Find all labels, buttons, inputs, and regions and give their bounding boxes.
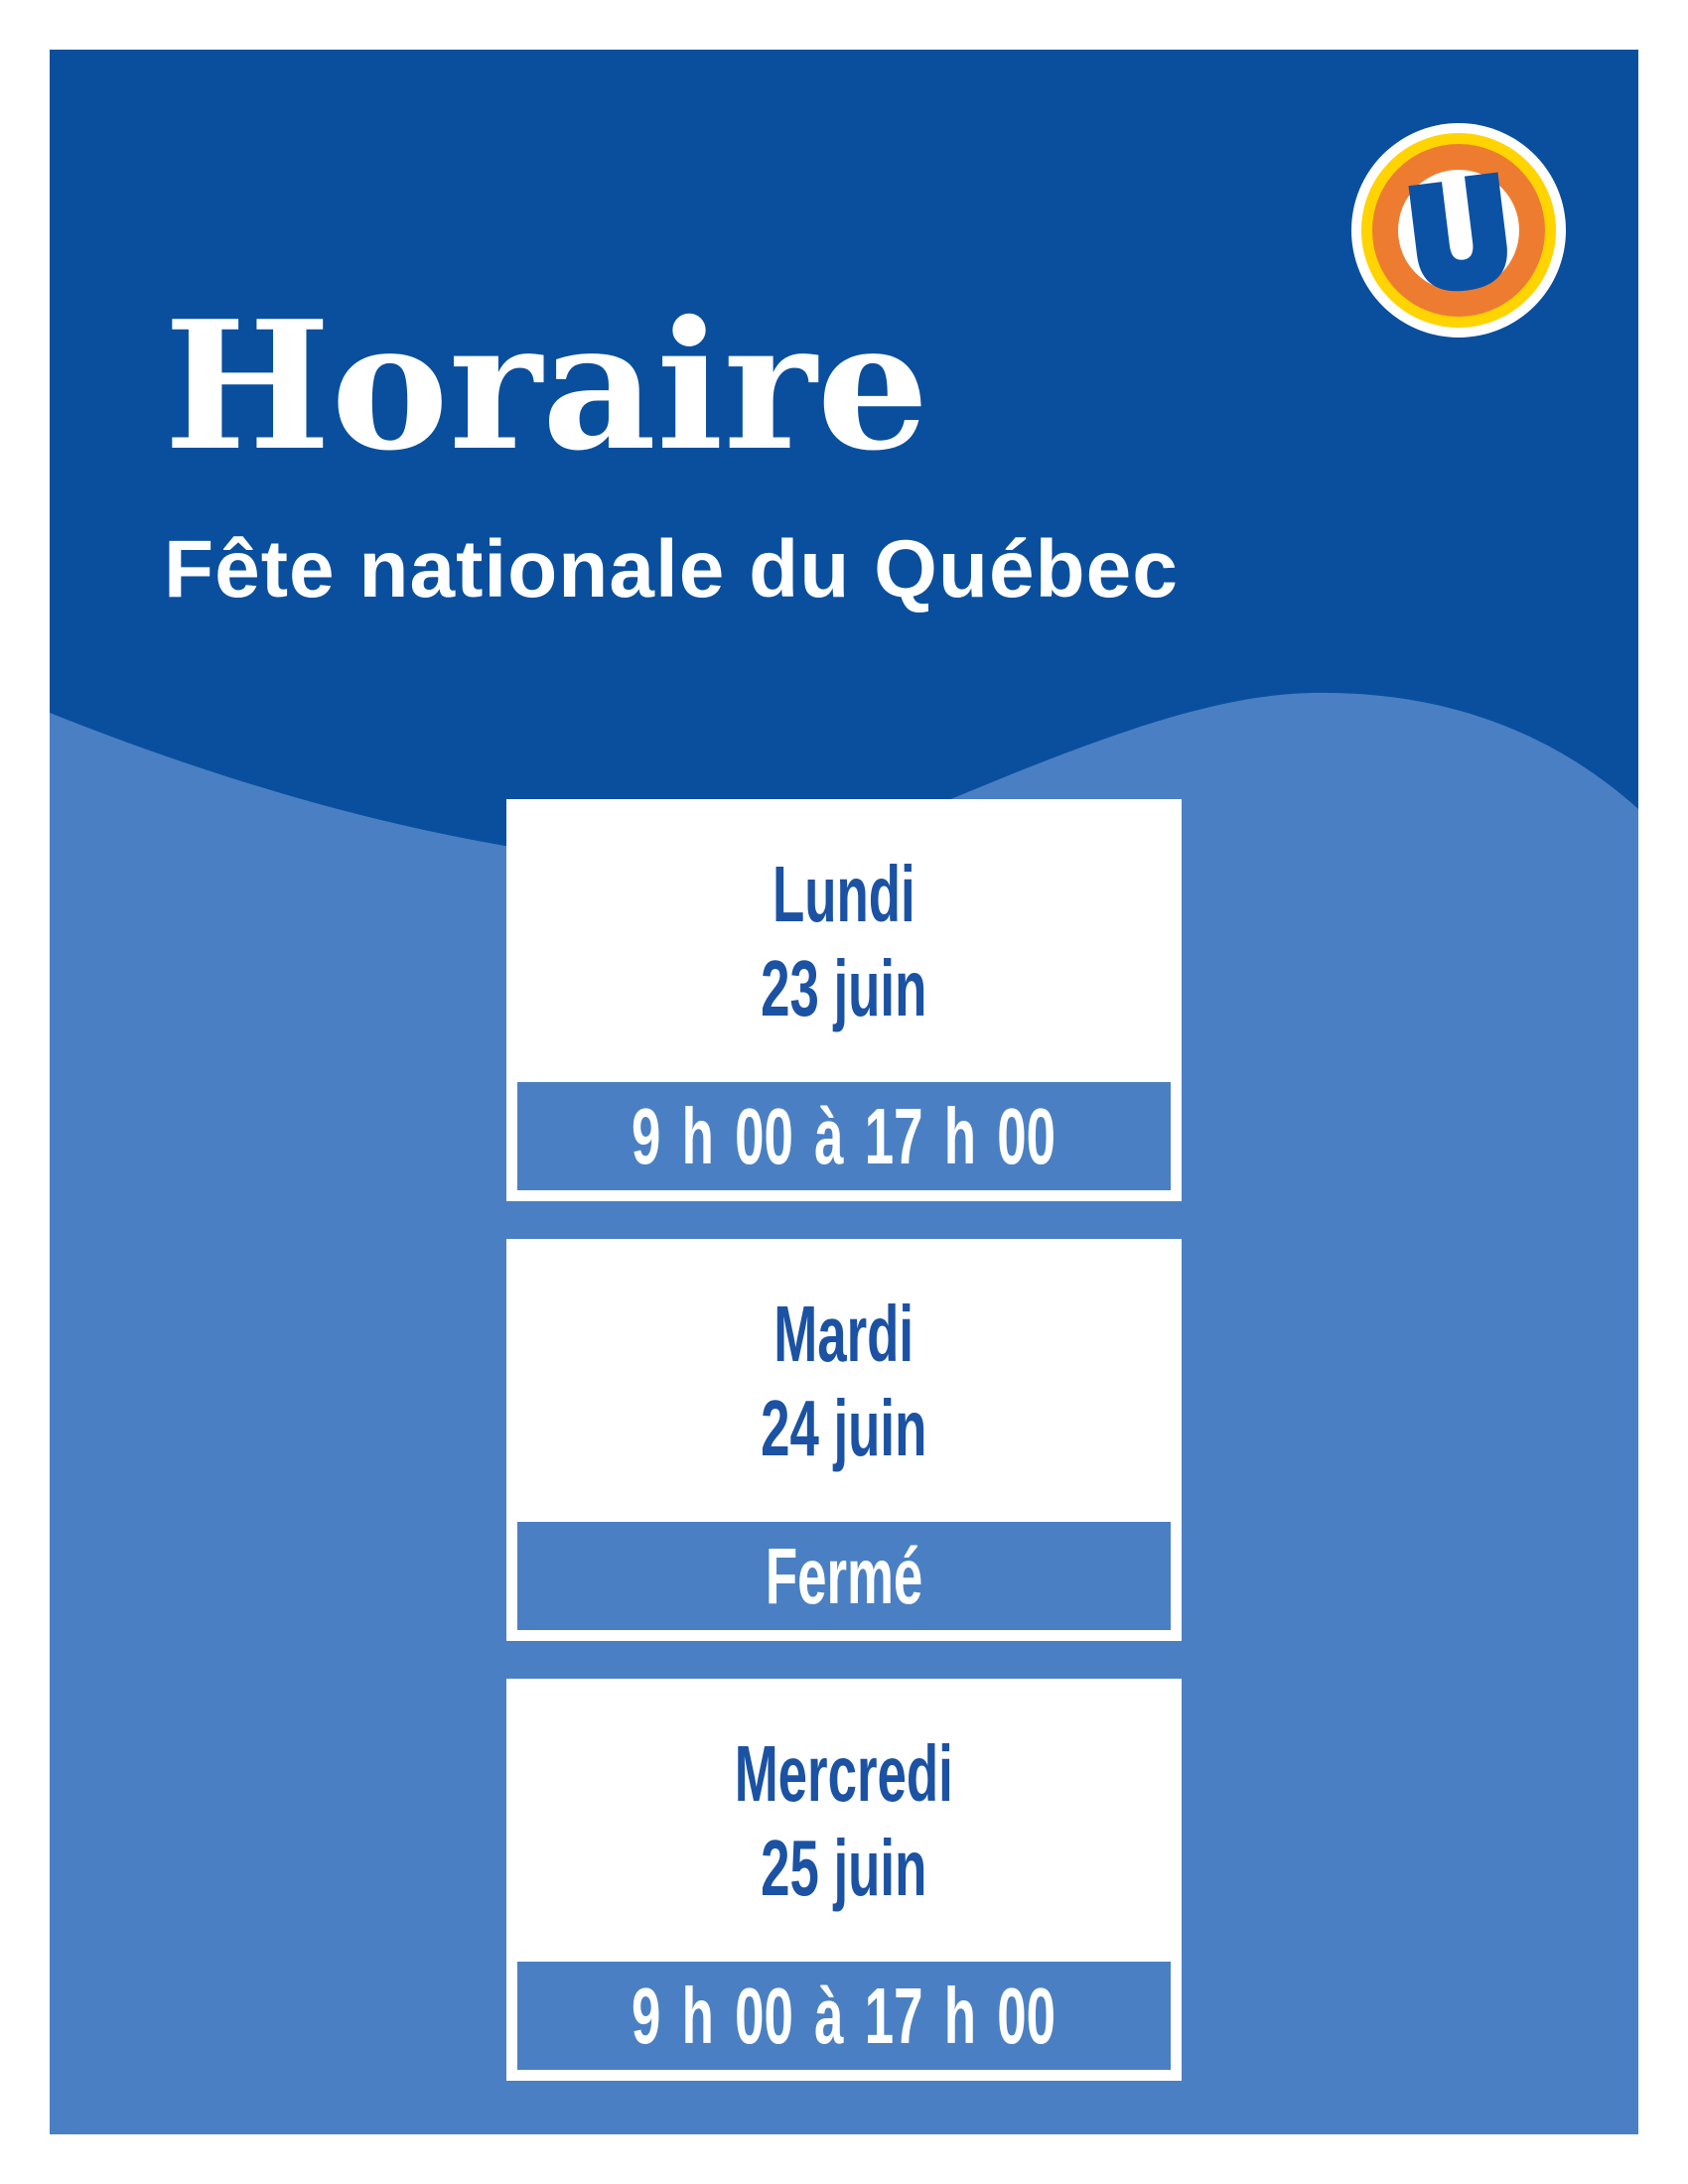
schedule-card-header [506, 1239, 1182, 1522]
hours-band [517, 1962, 1171, 2070]
hours-label: Fermé [765, 1531, 923, 1620]
schedule-card-header [506, 799, 1182, 1082]
day-label: Lundi [773, 849, 915, 938]
schedule-card-monday [506, 799, 1182, 1201]
date-label: 24 juin [761, 1383, 927, 1472]
hours-band [517, 1082, 1171, 1190]
page-subtitle: Fête nationale du Québec [164, 524, 1179, 614]
schedule-card-header [506, 1679, 1182, 1962]
day-label: Mercredi [734, 1728, 954, 1818]
page-title: Horaire [164, 282, 929, 489]
hours-label: 9 h 00 à 17 h 00 [632, 1971, 1056, 2060]
hours-label: 9 h 00 à 17 h 00 [632, 1091, 1056, 1180]
date-label: 25 juin [761, 1823, 927, 1912]
date-label: 23 juin [761, 943, 927, 1032]
u-brand-logo-icon [1351, 123, 1566, 338]
poster-background [50, 50, 1638, 2134]
schedule-card-wednesday [506, 1679, 1182, 2081]
day-label: Mardi [774, 1289, 914, 1378]
hours-band [517, 1522, 1171, 1630]
schedule-card-tuesday [506, 1239, 1182, 1641]
